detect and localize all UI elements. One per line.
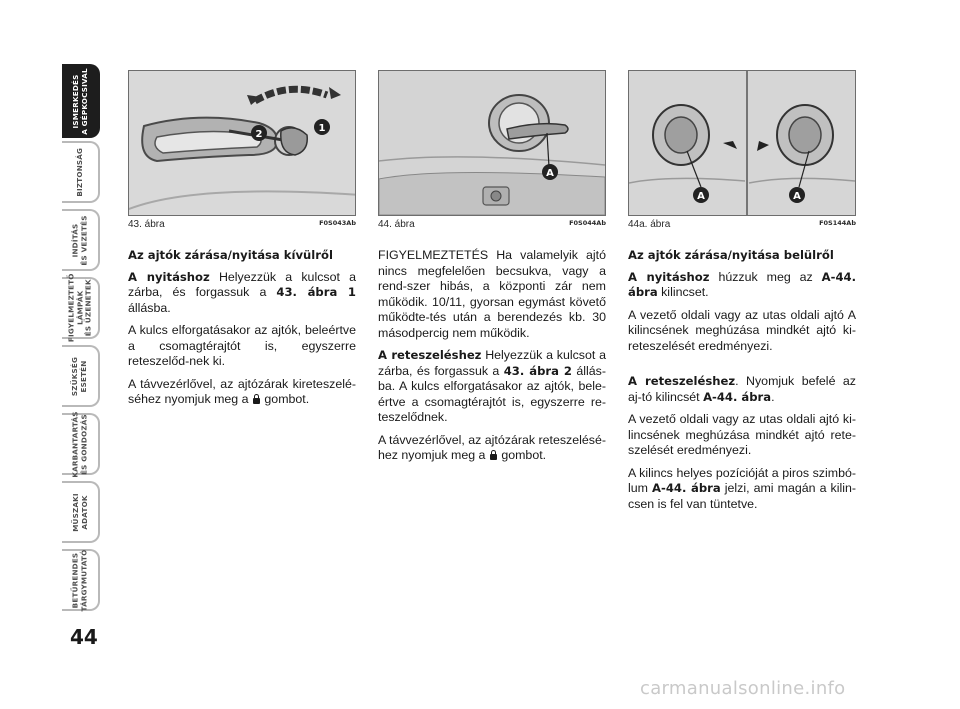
tab-muszaki[interactable] (62, 481, 100, 543)
paragraph: A reteszeléshez. Nyomjuk befelé az aj-tó kilincsét A-44. ábra. (628, 374, 856, 404)
warning-paragraph: FIGYELMEZTETÉS Ha valamelyik ajtó nincs megfelelően becsukva, vagy a rend-szer hibás, a központi zár nem működik. 10/11, gyorsan egymást követő működte-tés után a berendezés kb. 30 másodpercig nem működik. (378, 248, 606, 340)
svg-text:A: A (546, 168, 554, 179)
tab-figyelmezteto[interactable] (62, 273, 100, 343)
page-number: 44 (70, 625, 98, 649)
inner-handle-illustration (379, 71, 605, 215)
lock-position-illustration (629, 71, 855, 215)
section-heading: Az ajtók zárása/nyitása kívülről (128, 248, 333, 262)
tab-biztonsag[interactable] (62, 141, 100, 203)
lock-icon (490, 450, 497, 460)
paragraph: A reteszeléshez Helyezzük a kulcsot a zárba, és forgassuk a 43. ábra 2 állás-ba. A kulcs elforgatásakor az ajtók, bele-értve a csomagtérajtót is, egyszerre re-teszelődnek. (378, 348, 607, 424)
tab-label: KARBANTARTÁS ÉS GONDOZÁS (70, 410, 89, 478)
figure-44-caption: 44. ábra F0S044Ab (378, 219, 606, 230)
section-heading: Az ajtók zárása/nyitása belülről (628, 248, 834, 262)
paragraph: A távvezérlővel, az ajtózárak kireteszelé-séhez nyomjuk meg a gombot. (128, 376, 356, 406)
svg-text:A: A (793, 191, 801, 202)
tab-label: SZÜKSÉG ESETÉN (70, 356, 88, 396)
column-2 (378, 248, 606, 471)
paragraph: A vezető oldali vagy az utas oldali ajtó ki-lincsének meghúzása mindkét ajtó rete-szelését eredményezi. (628, 412, 856, 457)
tab-label: MŰSZAKI ADATOK (70, 492, 88, 532)
paragraph: A kulcs elforgatásakor az ajtók, beleértve a csomagtérajtót is, egyszerre reteszelőd-nek ki. (128, 323, 356, 368)
paragraph: A kilincs helyes pozícióját a piros szimbó-lum A-44. ábra jelzi, ami magán a kilin-csen is fel van tüntetve. (628, 465, 856, 511)
paragraph: A nyitáshoz Helyezzük a kulcsot a zárba, és forgassuk a 43. ábra 1 állásba. (128, 269, 356, 315)
tab-szukseg[interactable] (62, 345, 100, 407)
tab-label: INDÍTÁS ÉS VEZETÉS (70, 214, 89, 266)
svg-text:1: 1 (318, 123, 326, 134)
tab-betu[interactable] (62, 549, 100, 611)
paragraph: A nyitáshoz húzzuk meg az A-44. ábra kilincset. (628, 269, 856, 299)
paragraph: A vezető oldali vagy az utas oldali ajtó A kilincsének meghúzása mindkét ajtó ki-reteszelését eredményezi. (628, 307, 856, 353)
tab-label: BETŰRENDES TÁRGYMUTATÓ (70, 549, 88, 611)
figure-44a (628, 70, 856, 216)
svg-text:A: A (697, 191, 705, 202)
tab-label: BIZTONSÁG (74, 147, 84, 197)
svg-text:2: 2 (255, 129, 263, 140)
tab-inditas[interactable] (62, 209, 100, 271)
door-key-illustration (129, 71, 355, 215)
tab-label: FIGYELMEZTETŐ LÁMPÁK ÉS ÜZENETEK (66, 273, 93, 343)
figure-43 (128, 70, 356, 216)
figure-44 (378, 70, 606, 216)
paragraph: A távvezérlővel, az ajtózárak reteszelésé-hez nyomjuk meg a gombot. (378, 432, 606, 462)
figure-43-caption: 43. ábra F0S043Ab (128, 219, 356, 230)
column-1 (128, 248, 356, 415)
tab-label: ISMERKEDÉS A GÉPKOCSIVAL (70, 67, 89, 135)
figure-44a-caption: 44a. ábra F0S144Ab (628, 219, 856, 230)
watermark: carmanualsonline.info (640, 678, 846, 699)
unlock-icon (253, 394, 260, 404)
tab-karbantartas[interactable] (62, 410, 100, 478)
tab-ismerkedes[interactable] (62, 64, 100, 138)
column-3 (628, 248, 856, 519)
